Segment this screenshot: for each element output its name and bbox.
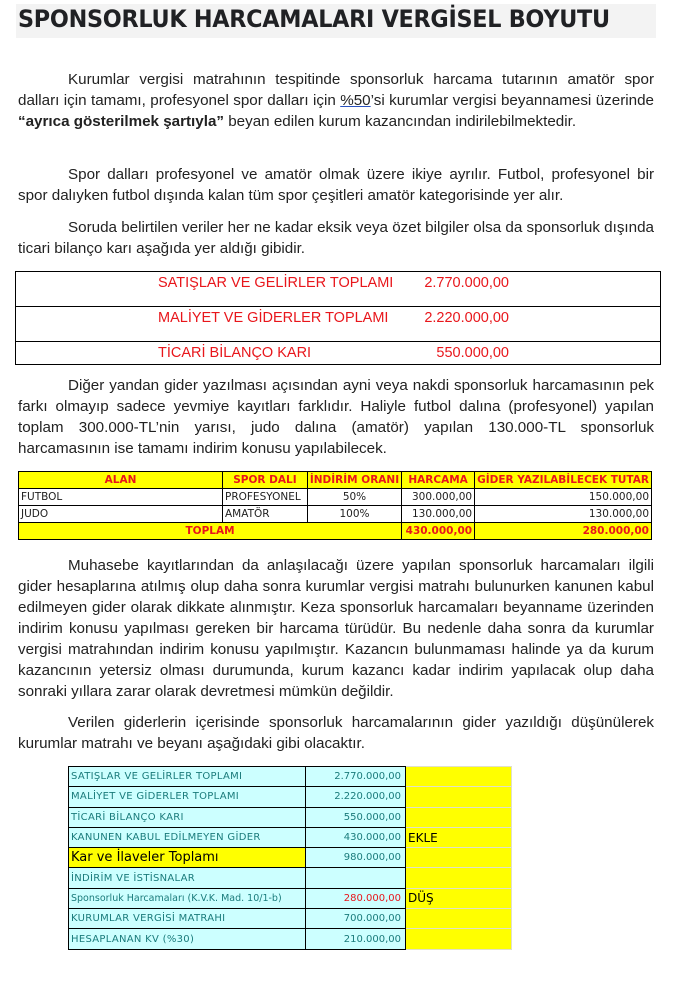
page-title: SPONSORLUK HARCAMALARI VERGİSEL BOYUTU bbox=[18, 5, 610, 33]
row-value bbox=[306, 868, 406, 888]
paragraph-3: Soruda belirtilen veriler her ne kadar eksik veya özet bilgiler olsa da sponsorluk dışında ticari bilanço karı aşağıda yer aldığı gibidir. bbox=[18, 219, 654, 257]
row-note bbox=[406, 767, 512, 787]
sponsor-table bbox=[18, 471, 652, 540]
bold-phrase: “ayrıca gösterilmek şartıyla” bbox=[18, 113, 224, 130]
paragraph-5: Muhasebe kayıtlarından da anlaşılacağı üzere yapılan sponsorluk harcamaları ilgili gider hesaplarına atılmış olup daha sonra kurumlar vergisi matrahı bulunurken kanunen kabul edilmeyen gider olarak dikkate alınmıştır. Keza sponsorluk harcamaları beyanname üzerinden indirim konusu yapılması gereken bir harcama türüdür. Bu nedenle daha sonra da kurumlar vergisi matrahından indirim konusu yapılmıştır. Kazancın bulunmaması halinde ya da kurum kazancının yetersiz olması durumunda, kurum kazancı kadar indirim yapılacak olup daha sonraki yıllara zarar olarak devretmesi mümkün değildir. bbox=[18, 557, 654, 700]
table-row bbox=[69, 909, 512, 929]
paragraph-6: Verilen giderlerin içerisinde sponsorluk harcamalarının gider yazıldığı düşünülerek kurumlar matrahı ve beyanı aşağıdaki gibi olacaktır. bbox=[18, 714, 654, 752]
balance-value: 2.770.000,00 bbox=[424, 275, 509, 291]
table-row bbox=[69, 929, 512, 949]
sponsor-header-row bbox=[19, 472, 652, 489]
row-note bbox=[406, 929, 512, 949]
table-row bbox=[69, 787, 512, 807]
cell-harcama: 130.000,00 bbox=[402, 506, 475, 523]
cell-gider: 130.000,00 bbox=[475, 506, 652, 523]
row-value: 210.000,00 bbox=[306, 929, 406, 949]
row-label: İNDİRİM VE İSTİSNALAR bbox=[69, 868, 306, 888]
balance-row bbox=[16, 342, 661, 365]
total-harcama: 430.000,00 bbox=[402, 523, 475, 540]
percent-link[interactable]: %50 bbox=[340, 92, 371, 109]
table-row bbox=[69, 807, 512, 827]
paragraph-1: Kurumlar vergisi matrahının tespitinde sponsorluk harcama tutarının amatör spor dalları için tamamı, profesyonel spor dalları için %50’si kurumlar vergisi beyannamesi üzerinde “ayrıca gösterilmek şartıyla” beyan edilen kurum kazancından indirilebilmektedir. bbox=[18, 71, 654, 130]
cell-spor-dali: PROFESYONEL bbox=[223, 489, 308, 506]
row-label: TİCARİ BİLANÇO KARI bbox=[69, 807, 306, 827]
row-note bbox=[406, 787, 512, 807]
cell-oran: 100% bbox=[307, 506, 401, 523]
table-row bbox=[19, 489, 652, 506]
total-row bbox=[19, 523, 652, 540]
header-harcama: HARCAMA bbox=[402, 472, 475, 489]
table-row bbox=[69, 868, 512, 888]
total-gider: 280.000,00 bbox=[475, 523, 652, 540]
table-row bbox=[69, 848, 512, 868]
header-alan: ALAN bbox=[19, 472, 223, 489]
table-row bbox=[69, 827, 512, 847]
balance-row bbox=[16, 272, 661, 307]
row-label: SATIŞLAR VE GELİRLER TOPLAMI bbox=[69, 767, 306, 787]
balance-value: 2.220.000,00 bbox=[424, 310, 509, 326]
row-value: 980.000,00 bbox=[306, 848, 406, 868]
row-label: Sponsorluk Harcamaları (K.V.K. Mad. 10/1-b) bbox=[69, 888, 306, 908]
cell-harcama: 300.000,00 bbox=[402, 489, 475, 506]
balance-label: MALİYET VE GİDERLER TOPLAMI bbox=[158, 310, 389, 326]
balance-table bbox=[15, 271, 661, 365]
row-note: EKLE bbox=[406, 827, 512, 847]
cell-alan: JUDO bbox=[19, 506, 223, 523]
row-value: 550.000,00 bbox=[306, 807, 406, 827]
balance-label: TİCARİ BİLANÇO KARI bbox=[158, 345, 312, 361]
row-note bbox=[406, 848, 512, 868]
row-value: 2.770.000,00 bbox=[306, 767, 406, 787]
row-label: KANUNEN KABUL EDİLMEYEN GİDER bbox=[69, 827, 306, 847]
paragraph-4: Diğer yandan gider yazılması açısından ayni veya nakdi sponsorluk harcamasının pek farkı olmayıp sadece yevmiye kayıtları farklıdır. Haliyle futbol dalına (profesyonel) yapılan toplam 300.000-TL’nin yarısı, judo dalına (amatör) yapılan 130.000-TL sponsorluk harcamasının ise tamamı indirim konusu yapılabilecek. bbox=[18, 377, 654, 457]
header-gider-tutar: GİDER YAZILABİLECEK TUTAR bbox=[475, 472, 652, 489]
row-note: DÜŞ bbox=[406, 888, 512, 908]
row-label: Kar ve İlaveler Toplamı bbox=[69, 848, 306, 868]
cell-oran: 50% bbox=[307, 489, 401, 506]
cell-alan: FUTBOL bbox=[19, 489, 223, 506]
table-row bbox=[69, 767, 512, 787]
total-label: TOPLAM bbox=[19, 523, 402, 540]
row-note bbox=[406, 868, 512, 888]
row-value: 2.220.000,00 bbox=[306, 787, 406, 807]
header-spor-dali: SPOR DALI bbox=[223, 472, 308, 489]
table-row bbox=[19, 506, 652, 523]
paragraph-2: Spor dalları profesyonel ve amatör olmak üzere ikiye ayrılır. Futbol, profesyonel bir spor dalıyken futbol dışında kalan tüm spor çeşitleri amatör kategorisinde yer alır. bbox=[18, 166, 654, 204]
tax-base-table bbox=[68, 766, 512, 950]
row-value: 280.000,00 bbox=[306, 888, 406, 908]
row-label: HESAPLANAN KV (%30) bbox=[69, 929, 306, 949]
row-value: 430.000,00 bbox=[306, 827, 406, 847]
row-note bbox=[406, 909, 512, 929]
balance-label: SATIŞLAR VE GELİRLER TOPLAMI bbox=[158, 275, 394, 291]
row-label: KURUMLAR VERGİSİ MATRAHI bbox=[69, 909, 306, 929]
row-label: MALİYET VE GİDERLER TOPLAMI bbox=[69, 787, 306, 807]
balance-row bbox=[16, 307, 661, 342]
balance-value: 550.000,00 bbox=[436, 345, 509, 361]
cell-spor-dali: AMATÖR bbox=[223, 506, 308, 523]
row-note bbox=[406, 807, 512, 827]
table-row bbox=[69, 888, 512, 908]
row-value: 700.000,00 bbox=[306, 909, 406, 929]
cell-gider: 150.000,00 bbox=[475, 489, 652, 506]
header-indirim-orani: İNDİRİM ORANI bbox=[307, 472, 401, 489]
